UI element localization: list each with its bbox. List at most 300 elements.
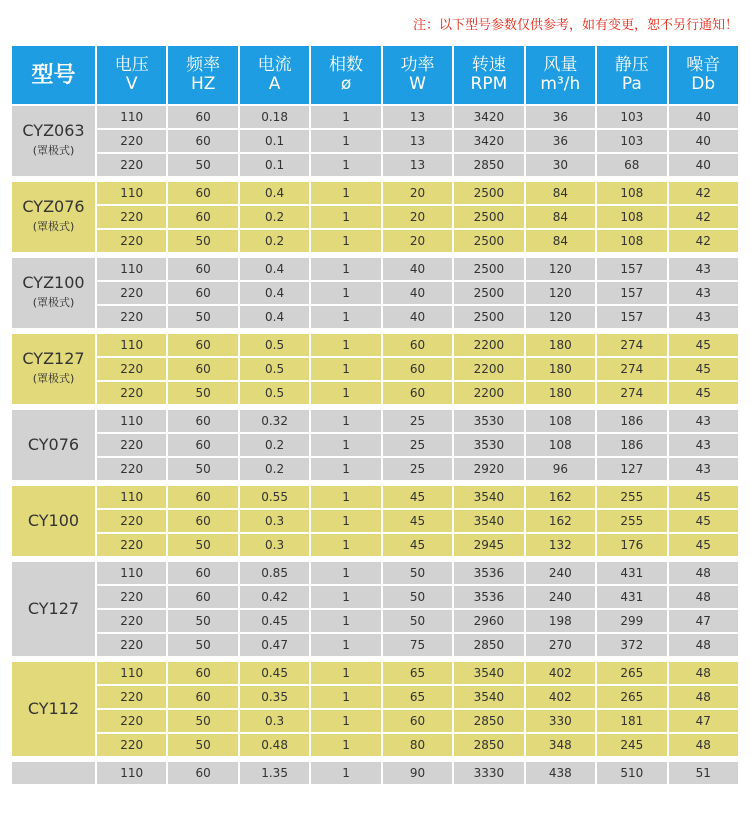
header-static-pressure: 静压 Pa xyxy=(596,45,667,105)
table-cell: 51 xyxy=(668,761,740,785)
table-body xyxy=(11,105,739,785)
table-cell: 40 xyxy=(382,281,453,305)
header-voltage: 电压 V xyxy=(96,45,167,105)
table-cell: 0.45 xyxy=(239,609,310,633)
table-row xyxy=(11,381,739,405)
table-cell: 220 xyxy=(96,709,167,733)
fan-spec-table xyxy=(10,44,740,786)
table-row xyxy=(11,533,739,557)
table-row xyxy=(11,205,739,229)
table-cell: 2500 xyxy=(453,281,524,305)
table-row xyxy=(11,633,739,657)
table-cell: 157 xyxy=(596,257,667,281)
table-cell: 438 xyxy=(525,761,596,785)
table-cell: 270 xyxy=(525,633,596,657)
table-cell: 0.2 xyxy=(239,229,310,253)
table-cell: 2850 xyxy=(453,709,524,733)
table-cell: 220 xyxy=(96,685,167,709)
table-row xyxy=(11,485,739,509)
table-cell: 60 xyxy=(167,129,238,153)
table-cell: 60 xyxy=(167,181,238,205)
table-cell: 47 xyxy=(668,609,740,633)
table-cell: 1 xyxy=(310,229,381,253)
table-cell: 245 xyxy=(596,733,667,757)
table-cell: 0.85 xyxy=(239,561,310,585)
table-cell: 48 xyxy=(668,633,740,657)
table-row xyxy=(11,229,739,253)
model-name: CY127 xyxy=(27,599,80,618)
table-cell: 45 xyxy=(668,333,740,357)
model-cell xyxy=(11,561,96,657)
model-cell xyxy=(11,105,96,177)
table-cell: 0.45 xyxy=(239,661,310,685)
model-type: (罩极式) xyxy=(32,220,75,233)
table-cell: 60 xyxy=(167,333,238,357)
table-cell: 402 xyxy=(525,661,596,685)
table-cell: 42 xyxy=(668,205,740,229)
table-cell: 60 xyxy=(167,485,238,509)
table-cell: 47 xyxy=(668,709,740,733)
table-row xyxy=(11,357,739,381)
table-row xyxy=(11,181,739,205)
table-row xyxy=(11,129,739,153)
table-cell: 50 xyxy=(167,733,238,757)
table-cell: 30 xyxy=(525,153,596,177)
table-cell: 43 xyxy=(668,305,740,329)
table-cell: 220 xyxy=(96,129,167,153)
table-cell: 2200 xyxy=(453,333,524,357)
table-cell: 1 xyxy=(310,633,381,657)
table-cell: 50 xyxy=(167,153,238,177)
table-cell: 3540 xyxy=(453,661,524,685)
table-cell: 60 xyxy=(382,333,453,357)
table-cell: 65 xyxy=(382,661,453,685)
header-model: 型号 xyxy=(11,45,96,105)
table-cell: 108 xyxy=(525,409,596,433)
table-cell: 220 xyxy=(96,229,167,253)
table-row xyxy=(11,661,739,685)
table-cell: 3530 xyxy=(453,433,524,457)
table-row xyxy=(11,457,739,481)
table-cell: 0.3 xyxy=(239,533,310,557)
table-row xyxy=(11,305,739,329)
table-cell: 0.5 xyxy=(239,381,310,405)
table-cell: 3540 xyxy=(453,509,524,533)
table-cell: 1 xyxy=(310,661,381,685)
table-cell: 50 xyxy=(167,633,238,657)
header-airflow: 风量 m³/h xyxy=(525,45,596,105)
table-row xyxy=(11,281,739,305)
table-cell: 1 xyxy=(310,409,381,433)
table-cell: 110 xyxy=(96,561,167,585)
table-cell: 3420 xyxy=(453,129,524,153)
table-cell: 127 xyxy=(596,457,667,481)
table-cell: 274 xyxy=(596,333,667,357)
table-cell: 220 xyxy=(96,609,167,633)
table-cell: 240 xyxy=(525,561,596,585)
table-cell: 162 xyxy=(525,485,596,509)
table-cell: 1 xyxy=(310,257,381,281)
table-cell: 90 xyxy=(382,761,453,785)
table-cell: 42 xyxy=(668,229,740,253)
table-cell: 0.4 xyxy=(239,181,310,205)
table-cell: 120 xyxy=(525,281,596,305)
table-cell: 510 xyxy=(596,761,667,785)
table-cell: 45 xyxy=(668,509,740,533)
table-cell: 2500 xyxy=(453,229,524,253)
table-row xyxy=(11,433,739,457)
table-cell: 1 xyxy=(310,281,381,305)
table-cell: 2850 xyxy=(453,733,524,757)
table-cell: 220 xyxy=(96,281,167,305)
table-cell: 65 xyxy=(382,685,453,709)
table-cell: 75 xyxy=(382,633,453,657)
model-name: CYZ127 xyxy=(22,349,85,368)
table-cell: 1 xyxy=(310,305,381,329)
table-cell: 220 xyxy=(96,305,167,329)
table-row xyxy=(11,709,739,733)
table-cell: 20 xyxy=(382,181,453,205)
table-cell: 186 xyxy=(596,433,667,457)
header-current: 电流 A xyxy=(239,45,310,105)
table-cell: 1 xyxy=(310,105,381,129)
table-cell: 84 xyxy=(525,229,596,253)
table-cell: 2500 xyxy=(453,257,524,281)
table-row xyxy=(11,561,739,585)
table-cell: 120 xyxy=(525,305,596,329)
table-cell: 0.5 xyxy=(239,333,310,357)
table-cell: 60 xyxy=(167,105,238,129)
table-cell: 1 xyxy=(310,357,381,381)
table-cell: 220 xyxy=(96,205,167,229)
table-row xyxy=(11,585,739,609)
table-cell: 3540 xyxy=(453,685,524,709)
table-cell: 0.55 xyxy=(239,485,310,509)
model-cell xyxy=(11,333,96,405)
table-cell: 3540 xyxy=(453,485,524,509)
table-cell: 0.47 xyxy=(239,633,310,657)
table-cell: 1 xyxy=(310,733,381,757)
table-row xyxy=(11,409,739,433)
table-cell: 60 xyxy=(167,761,238,785)
table-cell: 1 xyxy=(310,205,381,229)
table-cell: 220 xyxy=(96,585,167,609)
model-name: CYZ100 xyxy=(22,273,85,292)
header-phase: 相数 ø xyxy=(310,45,381,105)
table-cell: 1 xyxy=(310,181,381,205)
model-name: CY076 xyxy=(27,435,80,454)
table-cell: 60 xyxy=(382,381,453,405)
table-cell: 0.48 xyxy=(239,733,310,757)
table-cell: 110 xyxy=(96,257,167,281)
table-cell: 0.3 xyxy=(239,509,310,533)
table-cell: 220 xyxy=(96,381,167,405)
model-cell xyxy=(11,485,96,557)
table-cell: 2500 xyxy=(453,181,524,205)
table-cell: 43 xyxy=(668,281,740,305)
table-cell: 402 xyxy=(525,685,596,709)
table-cell: 25 xyxy=(382,457,453,481)
table-cell: 110 xyxy=(96,105,167,129)
model-name: CY100 xyxy=(27,511,80,530)
table-cell: 110 xyxy=(96,485,167,509)
table-cell: 50 xyxy=(167,381,238,405)
table-cell: 50 xyxy=(167,709,238,733)
table-cell: 157 xyxy=(596,305,667,329)
table-cell: 162 xyxy=(525,509,596,533)
table-cell: 50 xyxy=(382,561,453,585)
table-cell: 220 xyxy=(96,733,167,757)
table-cell: 2960 xyxy=(453,609,524,633)
table-row xyxy=(11,105,739,129)
table-row xyxy=(11,509,739,533)
table-cell: 20 xyxy=(382,229,453,253)
table-cell: 0.5 xyxy=(239,357,310,381)
table-cell: 103 xyxy=(596,105,667,129)
table-cell: 0.18 xyxy=(239,105,310,129)
table-cell: 60 xyxy=(167,257,238,281)
table-cell: 60 xyxy=(167,509,238,533)
table-cell: 60 xyxy=(382,357,453,381)
table-cell: 1.35 xyxy=(239,761,310,785)
model-cell xyxy=(11,257,96,329)
table-cell: 45 xyxy=(668,381,740,405)
table-cell: 110 xyxy=(96,333,167,357)
table-cell: 25 xyxy=(382,409,453,433)
table-cell: 48 xyxy=(668,685,740,709)
table-cell: 40 xyxy=(668,153,740,177)
table-cell: 60 xyxy=(167,661,238,685)
table-cell: 265 xyxy=(596,685,667,709)
table-cell: 220 xyxy=(96,509,167,533)
table-cell: 43 xyxy=(668,457,740,481)
table-cell: 84 xyxy=(525,205,596,229)
table-cell: 36 xyxy=(525,129,596,153)
header-frequency: 频率 HZ xyxy=(167,45,238,105)
table-cell: 40 xyxy=(668,129,740,153)
table-cell: 108 xyxy=(596,181,667,205)
table-cell: 50 xyxy=(382,609,453,633)
table-cell: 50 xyxy=(167,533,238,557)
table-cell: 110 xyxy=(96,181,167,205)
table-cell: 96 xyxy=(525,457,596,481)
table-header-row xyxy=(11,45,739,105)
table-cell: 84 xyxy=(525,181,596,205)
table-cell: 220 xyxy=(96,153,167,177)
table-cell: 299 xyxy=(596,609,667,633)
table-cell: 13 xyxy=(382,105,453,129)
table-cell: 110 xyxy=(96,761,167,785)
model-type: (罩极式) xyxy=(32,296,75,309)
model-cell xyxy=(11,181,96,253)
table-cell: 60 xyxy=(167,585,238,609)
table-cell: 157 xyxy=(596,281,667,305)
table-cell: 2850 xyxy=(453,153,524,177)
table-cell: 60 xyxy=(167,433,238,457)
header-power: 功率 W xyxy=(382,45,453,105)
table-cell: 132 xyxy=(525,533,596,557)
model-cell xyxy=(11,761,96,785)
table-cell: 0.4 xyxy=(239,257,310,281)
model-type: (罩极式) xyxy=(32,144,75,157)
table-cell: 42 xyxy=(668,181,740,205)
table-cell: 48 xyxy=(668,661,740,685)
table-cell: 43 xyxy=(668,257,740,281)
table-cell: 45 xyxy=(668,357,740,381)
header-speed: 转速 RPM xyxy=(453,45,524,105)
table-cell: 0.42 xyxy=(239,585,310,609)
table-cell: 43 xyxy=(668,433,740,457)
table-cell: 2945 xyxy=(453,533,524,557)
table-cell: 348 xyxy=(525,733,596,757)
table-cell: 1 xyxy=(310,685,381,709)
table-cell: 1 xyxy=(310,709,381,733)
table-cell: 48 xyxy=(668,585,740,609)
table-cell: 372 xyxy=(596,633,667,657)
table-row xyxy=(11,761,739,785)
table-cell: 60 xyxy=(167,561,238,585)
model-name: CYZ063 xyxy=(22,121,85,140)
model-cell xyxy=(11,409,96,481)
table-cell: 1 xyxy=(310,129,381,153)
table-cell: 108 xyxy=(596,229,667,253)
table-cell: 181 xyxy=(596,709,667,733)
table-cell: 50 xyxy=(167,457,238,481)
table-cell: 2500 xyxy=(453,205,524,229)
table-cell: 40 xyxy=(668,105,740,129)
table-cell: 45 xyxy=(382,485,453,509)
table-cell: 1 xyxy=(310,533,381,557)
table-cell: 45 xyxy=(382,533,453,557)
table-cell: 0.2 xyxy=(239,205,310,229)
table-cell: 50 xyxy=(382,585,453,609)
table-cell: 431 xyxy=(596,561,667,585)
table-cell: 330 xyxy=(525,709,596,733)
table-row xyxy=(11,733,739,757)
table-cell: 186 xyxy=(596,409,667,433)
table-row xyxy=(11,153,739,177)
table-cell: 0.4 xyxy=(239,281,310,305)
table-cell: 60 xyxy=(382,709,453,733)
table-cell: 1 xyxy=(310,333,381,357)
table-row xyxy=(11,609,739,633)
table-cell: 1 xyxy=(310,153,381,177)
table-cell: 40 xyxy=(382,305,453,329)
table-cell: 3420 xyxy=(453,105,524,129)
table-cell: 110 xyxy=(96,409,167,433)
table-cell: 240 xyxy=(525,585,596,609)
model-type: (罩极式) xyxy=(32,372,75,385)
model-cell xyxy=(11,661,96,757)
table-cell: 180 xyxy=(525,381,596,405)
table-cell: 3330 xyxy=(453,761,524,785)
table-cell: 220 xyxy=(96,357,167,381)
table-cell: 0.4 xyxy=(239,305,310,329)
table-cell: 1 xyxy=(310,457,381,481)
table-cell: 60 xyxy=(167,409,238,433)
table-cell: 0.1 xyxy=(239,153,310,177)
table-cell: 2200 xyxy=(453,357,524,381)
table-cell: 180 xyxy=(525,357,596,381)
table-cell: 265 xyxy=(596,661,667,685)
table-cell: 3536 xyxy=(453,561,524,585)
table-cell: 0.32 xyxy=(239,409,310,433)
table-cell: 0.35 xyxy=(239,685,310,709)
table-cell: 120 xyxy=(525,257,596,281)
table-row xyxy=(11,257,739,281)
disclaimer-note: 注：以下型号参数仅供参考，如有变更，恕不另行通知！ xyxy=(412,18,738,33)
table-cell: 220 xyxy=(96,433,167,457)
table-cell: 274 xyxy=(596,357,667,381)
header-noise: 噪音 Db xyxy=(668,45,740,105)
table-cell: 2850 xyxy=(453,633,524,657)
table-cell: 40 xyxy=(382,257,453,281)
table-cell: 176 xyxy=(596,533,667,557)
table-cell: 108 xyxy=(525,433,596,457)
table-cell: 45 xyxy=(668,533,740,557)
table-cell: 2200 xyxy=(453,381,524,405)
table-cell: 0.1 xyxy=(239,129,310,153)
table-cell: 68 xyxy=(596,153,667,177)
table-cell: 110 xyxy=(96,661,167,685)
table-cell: 431 xyxy=(596,585,667,609)
table-cell: 50 xyxy=(167,305,238,329)
table-cell: 3536 xyxy=(453,585,524,609)
table-cell: 45 xyxy=(382,509,453,533)
table-cell: 1 xyxy=(310,433,381,457)
table-cell: 103 xyxy=(596,129,667,153)
table-cell: 50 xyxy=(167,609,238,633)
table-cell: 1 xyxy=(310,485,381,509)
table-cell: 1 xyxy=(310,585,381,609)
table-cell: 1 xyxy=(310,609,381,633)
table-cell: 220 xyxy=(96,533,167,557)
table-cell: 3530 xyxy=(453,409,524,433)
model-name: CYZ076 xyxy=(22,197,85,216)
table-cell: 13 xyxy=(382,129,453,153)
table-cell: 255 xyxy=(596,485,667,509)
table-cell: 255 xyxy=(596,509,667,533)
table-cell: 60 xyxy=(167,281,238,305)
table-cell: 180 xyxy=(525,333,596,357)
table-cell: 50 xyxy=(167,229,238,253)
model-name: CY112 xyxy=(27,699,80,718)
table-cell: 60 xyxy=(167,685,238,709)
table-cell: 0.2 xyxy=(239,433,310,457)
table-cell: 36 xyxy=(525,105,596,129)
table-cell: 48 xyxy=(668,733,740,757)
table-cell: 13 xyxy=(382,153,453,177)
table-cell: 220 xyxy=(96,633,167,657)
table-row xyxy=(11,333,739,357)
table-cell: 43 xyxy=(668,409,740,433)
table-cell: 0.3 xyxy=(239,709,310,733)
table-cell: 60 xyxy=(167,357,238,381)
table-cell: 0.2 xyxy=(239,457,310,481)
table-cell: 1 xyxy=(310,381,381,405)
table-cell: 60 xyxy=(167,205,238,229)
table-cell: 1 xyxy=(310,761,381,785)
table-cell: 2920 xyxy=(453,457,524,481)
table-cell: 220 xyxy=(96,457,167,481)
table-cell: 198 xyxy=(525,609,596,633)
table-cell: 2500 xyxy=(453,305,524,329)
table-cell: 274 xyxy=(596,381,667,405)
table-cell: 1 xyxy=(310,561,381,585)
table-cell: 1 xyxy=(310,509,381,533)
table-cell: 45 xyxy=(668,485,740,509)
table-cell: 48 xyxy=(668,561,740,585)
